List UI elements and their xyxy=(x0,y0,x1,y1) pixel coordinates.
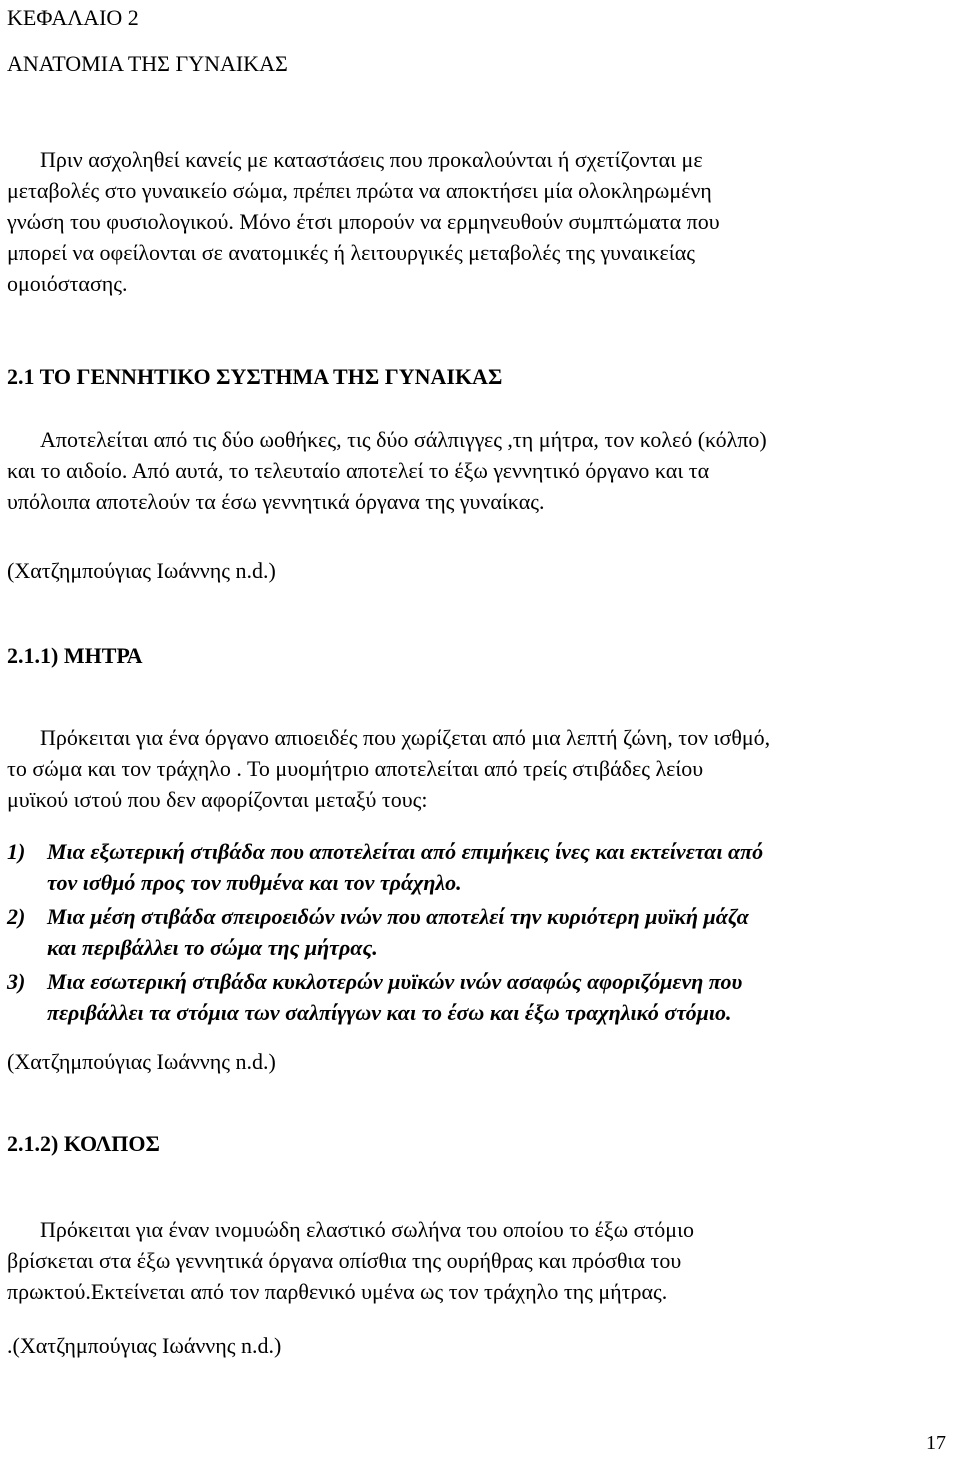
paragraph-line: και το αιδοίο. Από αυτά, το τελευταίο αποτελεί το έξω γεννητικό όργανο και τα xyxy=(7,458,710,483)
chapter-title: ΑΝΑΤΟΜΙΑ ΤΗΣ ΓΥΝΑΙΚΑΣ xyxy=(7,51,288,76)
paragraph-line: Αποτελείται από τις δύο ωοθήκες, τις δύο σάλπιγγες ,τη μήτρα, τον κολεό (κόλπο) xyxy=(40,427,767,452)
intro-line: γνώση του φυσιολογικού. Μόνο έτσι μπορούν να ερμηνευθούν συμπτώματα που xyxy=(7,209,720,234)
page-number: 17 xyxy=(926,1432,946,1454)
paragraph-line: το σώμα και τον τράχηλο . Το μυομήτριο αποτελείται από τρείς στιβάδες λείου xyxy=(7,756,704,781)
list-item-line: και περιβάλλει το σώμα της μήτρας. xyxy=(47,935,378,960)
list-item xyxy=(7,901,957,963)
muscle-layer-list xyxy=(7,836,957,1031)
intro-line: μπορεί να οφείλονται σε ανατομικές ή λειτουργικές μεταβολές της γυναικείας xyxy=(7,240,695,265)
intro-line: μεταβολές στο γυναικείο σώμα, πρέπει πρώτα να αποκτήσει μία ολοκληρωμένη xyxy=(7,178,712,203)
citation: (Χατζημπούγιας Ιωάννης n.d.) xyxy=(7,1049,276,1074)
citation: .(Χατζημπούγιας Ιωάννης n.d.) xyxy=(7,1333,282,1358)
list-item-line: τον ισθμό προς τον πυθμένα και τον τράχηλο. xyxy=(47,870,462,895)
list-item-line: Μια μέση στιβάδα σπειροειδών ινών που αποτελεί την κυριότερη μυϊκή μάζα xyxy=(47,904,749,929)
list-item-line: περιβάλλει τα στόμια των σαλπίγγων και το έσω και έξω τραχηλικό στόμιο. xyxy=(47,1000,732,1025)
list-item-line: Μια εξωτερική στιβάδα που αποτελείται από επιμήκεις ίνες και εκτείνεται από xyxy=(47,839,764,864)
paragraph-line: πρωκτού.Εκτείνεται από τον παρθενικό υμένα ως τον τράχηλο της μήτρας. xyxy=(7,1279,668,1304)
list-item xyxy=(7,836,957,898)
list-item-text xyxy=(47,966,957,1028)
section-heading-reproductive-system: 2.1 ΤΟ ΓΕΝΝΗΤΙΚΟ ΣΥΣΤΗΜΑ ΤΗΣ ΓΥΝΑΙΚΑΣ xyxy=(7,364,503,389)
chapter-label: ΚΕΦΑΛΑΙΟ 2 xyxy=(7,5,139,30)
list-item-text xyxy=(47,836,957,898)
list-item-number: 2) xyxy=(7,904,26,929)
list-item-text xyxy=(47,901,957,963)
vagina-paragraph xyxy=(7,1214,957,1307)
reproductive-system-paragraph xyxy=(7,424,957,517)
list-item-number: 3) xyxy=(7,969,26,994)
intro-line: Πριν ασχοληθεί κανείς με καταστάσεις που προκαλούνται ή σχετίζονται με xyxy=(40,147,703,172)
paragraph-line: Πρόκειται για ένα όργανο απιοειδές που χωρίζεται από μια λεπτή ζώνη, τον ισθμό, xyxy=(40,725,771,750)
list-item xyxy=(7,966,957,1028)
section-heading-vagina: 2.1.2) ΚΟΛΠΟΣ xyxy=(7,1131,160,1156)
paragraph-line: βρίσκεται στα έξω γεννητικά όργανα οπίσθια της ουρήθρας και πρόσθια του xyxy=(7,1248,682,1273)
section-heading-uterus: 2.1.1) ΜΗΤΡΑ xyxy=(7,643,143,668)
paragraph-line: Πρόκειται για έναν ινομυώδη ελαστικό σωλήνα του οποίου το έξω στόμιο xyxy=(40,1217,695,1242)
paragraph-line: μυϊκού ιστού που δεν αφορίζονται μεταξύ τους: xyxy=(7,787,428,812)
citation: (Χατζημπούγιας Ιωάννης n.d.) xyxy=(7,558,276,583)
paragraph-line: υπόλοιπα αποτελούν τα έσω γεννητικά όργανα της γυναίκας. xyxy=(7,489,545,514)
uterus-paragraph xyxy=(7,722,957,815)
list-item-line: Μια εσωτερική στιβάδα κυκλοτερών μυϊκών ινών ασαφώς αφοριζόμενη που xyxy=(47,969,743,994)
intro-line: ομοιόστασης. xyxy=(7,271,128,296)
list-item-number: 1) xyxy=(7,839,26,864)
intro-paragraph xyxy=(7,144,957,299)
